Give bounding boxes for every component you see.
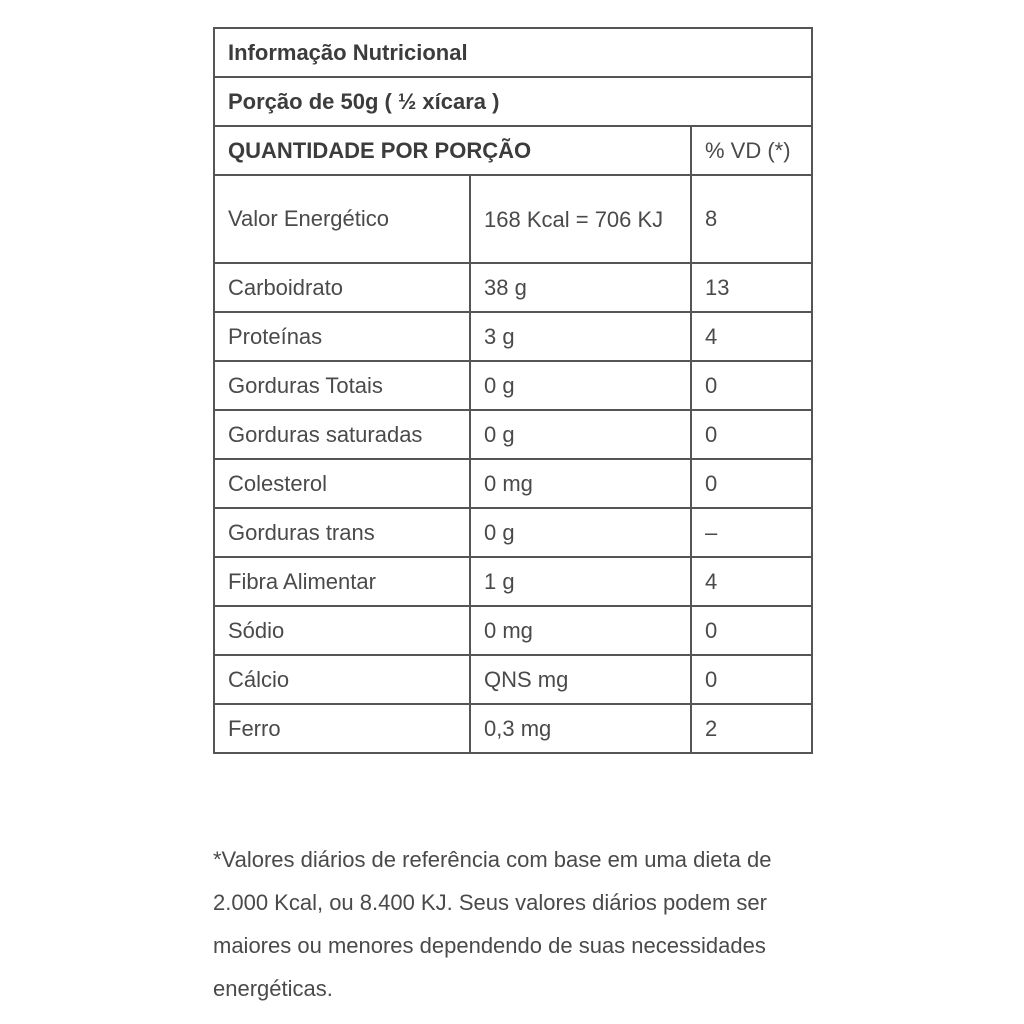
- nutrient-amount: 0 g: [470, 410, 691, 459]
- table-row: [214, 410, 812, 459]
- nutrient-vd: 0: [691, 410, 812, 459]
- daily-values-footnote: *Valores diários de referência com base em uma dieta de 2.000 Kcal, ou 8.400 KJ. Seus valores diários podem ser maiores ou menores dependendo de suas necessidades energéticas.: [213, 847, 772, 1001]
- column-header-row: [214, 126, 812, 175]
- nutrient-amount: 1 g: [470, 557, 691, 606]
- table-title-row: [214, 28, 812, 77]
- nutrient-amount: 0 g: [470, 361, 691, 410]
- table-title: Informação Nutricional: [214, 28, 812, 77]
- nutrient-amount: 38 g: [470, 263, 691, 312]
- table-row: [214, 263, 812, 312]
- nutrient-name: Gorduras Totais: [214, 361, 470, 410]
- table-row: [214, 312, 812, 361]
- table-row: [214, 361, 812, 410]
- portion-row: [214, 77, 812, 126]
- table-row: [214, 606, 812, 655]
- nutrient-vd: 0: [691, 361, 812, 410]
- nutrient-vd: 8: [691, 175, 812, 263]
- table-row: [214, 704, 812, 753]
- table-row: [214, 557, 812, 606]
- nutrition-facts-table: [213, 27, 813, 754]
- table-row: [214, 508, 812, 557]
- table-row: [214, 459, 812, 508]
- nutrient-name: Ferro: [214, 704, 470, 753]
- nutrient-name: Valor Energético: [214, 175, 470, 263]
- nutrient-name: Gorduras trans: [214, 508, 470, 557]
- nutrient-amount: 0 g: [470, 508, 691, 557]
- nutrient-amount: QNS mg: [470, 655, 691, 704]
- nutrient-name: Proteínas: [214, 312, 470, 361]
- nutrient-vd: 0: [691, 606, 812, 655]
- header-vd: % VD (*): [691, 126, 812, 175]
- table-row: [214, 175, 812, 263]
- nutrient-vd: –: [691, 508, 812, 557]
- header-quantity: QUANTIDADE POR PORÇÃO: [214, 126, 691, 175]
- nutrient-vd: 4: [691, 557, 812, 606]
- nutrient-amount: 3 g: [470, 312, 691, 361]
- nutrient-amount: 0 mg: [470, 459, 691, 508]
- nutrient-name: Gorduras saturadas: [214, 410, 470, 459]
- nutrient-amount: 0 mg: [470, 606, 691, 655]
- nutrient-vd: 4: [691, 312, 812, 361]
- nutrient-name: Carboidrato: [214, 263, 470, 312]
- nutrient-vd: 2: [691, 704, 812, 753]
- table-row: [214, 655, 812, 704]
- nutrient-vd: 13: [691, 263, 812, 312]
- nutrient-name: Sódio: [214, 606, 470, 655]
- nutrient-amount: 0,3 mg: [470, 704, 691, 753]
- nutrient-vd: 0: [691, 459, 812, 508]
- nutrient-name: Fibra Alimentar: [214, 557, 470, 606]
- nutrient-name: Colesterol: [214, 459, 470, 508]
- nutrient-amount: 168 Kcal = 706 KJ: [470, 175, 691, 263]
- portion-size: Porção de 50g ( ½ xícara ): [214, 77, 812, 126]
- nutrient-vd: 0: [691, 655, 812, 704]
- nutrient-name: Cálcio: [214, 655, 470, 704]
